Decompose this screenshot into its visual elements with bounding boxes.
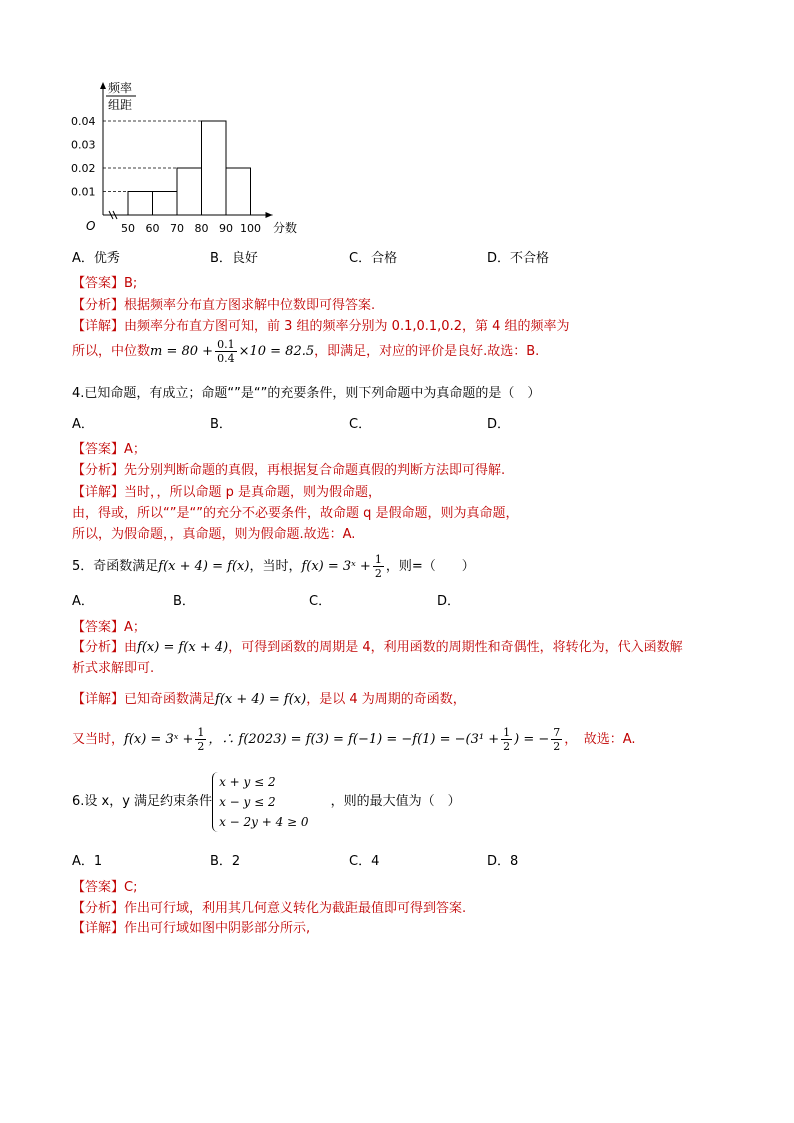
q4-option-c: C． xyxy=(349,417,372,432)
q5-detail-line-1: 【详解】已知奇函数满足f(x + 4) = f(x)，是以 4 为周期的奇函数， xyxy=(72,692,466,707)
y-tick-label: 0.01 xyxy=(71,185,96,199)
q4-detail-line-2: 由，得或，所以“”是“”的充分不必要条件，故命题 q 是假命题，则为真命题， xyxy=(72,506,519,521)
q3-detail-line-2: 所以，中位数m = 80 + $\frac{0.1}{0.4}$ ×10 = 82.5，即满足，对应的评价是良好.故选：B. xyxy=(72,338,540,365)
q6-option-b: B．2 xyxy=(210,854,241,869)
q4-option-d: D． xyxy=(487,417,511,432)
q6-stem: 6.设 x，y 满足约束条件 x + y ≤ 2 x − y ≤ 2 x − 2y + 4 ≥ 0 ，则的最大值为（ ） xyxy=(72,772,461,832)
q6-option-d: D．8 xyxy=(487,854,519,869)
q5-analysis-line-1: 【分析】由f(x) = f(x + 4)，可得到函数的周期是 4，利用函数的周期性和奇偶性，将转化为，代入函数解 xyxy=(72,640,683,655)
x-tick-label: 70 xyxy=(170,222,184,235)
y-unit-bottom: 组距 xyxy=(108,98,133,112)
q6-analysis: 【分析】作出可行域，利用其几何意义转化为截距最值即可得到答案. xyxy=(72,901,467,916)
q6-option-a: A．1 xyxy=(72,854,103,869)
frequency-histogram xyxy=(68,78,308,240)
y-tick-label: 0.04 xyxy=(71,115,96,128)
q4-stem: 4.已知命题，有成立；命题“”是“”的充要条件，则下列命题中为真命题的是（ ） xyxy=(72,386,541,401)
q5-option-b: B． xyxy=(173,594,195,609)
q3-option-d: D．不合格 xyxy=(487,251,550,266)
q3-detail-line-1: 【详解】由频率分布直方图可知，前 3 组的频率分别为 0.1,0.1,0.2，第 4 组的频率为 xyxy=(72,319,570,334)
q5-option-d: D． xyxy=(437,594,461,609)
histogram-bar xyxy=(128,192,153,216)
q4-option-b: B． xyxy=(210,417,232,432)
x-axis-arrow xyxy=(266,212,273,218)
q3-analysis: 【分析】根据频率分布直方图求解中位数即可得答案. xyxy=(72,298,376,313)
q6-detail: 【详解】作出可行域如图中阴影部分所示, xyxy=(72,921,311,936)
histogram-bar xyxy=(177,168,202,215)
histogram-bar xyxy=(226,168,251,215)
q6-constraint-system: x + y ≤ 2 x − y ≤ 2 x − 2y + 4 ≥ 0 xyxy=(212,772,309,832)
q3-option-b: B．良好 xyxy=(210,251,258,266)
x-tick-label: 90 xyxy=(219,222,233,235)
q3-answer: 【答案】B; xyxy=(72,276,138,291)
q3-option-c: C．合格 xyxy=(349,251,398,266)
q4-option-a: A． xyxy=(72,417,94,432)
y-unit-top: 频率 xyxy=(108,81,133,95)
q5-option-c: C． xyxy=(309,594,332,609)
y-tick-label: 0.03 xyxy=(71,138,96,152)
histogram-bar xyxy=(202,121,227,215)
q4-analysis: 【分析】先分别判断命题的真假，再根据复合命题真假的判断方法即可得解. xyxy=(72,463,506,478)
q5-stem: 5．奇函数满足f(x + 4) = f(x)，当时，f(x) = 3ˣ + $\frac{1}{2}$ ，则=（ ） xyxy=(72,553,475,580)
q4-detail-line-3: 所以，为假命题，，真命题，则为假命题.故选：A. xyxy=(72,527,356,542)
histogram-bar xyxy=(153,192,178,216)
y-tick-label: 0.02 xyxy=(71,162,96,175)
q4-detail-line-1: 【详解】当时，，所以命题 p 是真命题，则为假命题， xyxy=(72,485,382,500)
q5-detail-line-2: 又当时，f(x) = 3ˣ + $\frac{1}{2}$ ，∴ f(2023) = f(3) = f(−1) = −f(1) = −(3¹ + $\frac{1}{2}$ ) = − $\frac{7}{2}$ ， 故选：A. xyxy=(72,726,636,753)
x-tick-label: 100 xyxy=(240,222,261,235)
q4-answer: 【答案】A； xyxy=(72,442,146,457)
x-axis-label: 分数 xyxy=(273,221,298,235)
x-tick-label: 60 xyxy=(145,222,160,235)
q5-option-a: A． xyxy=(72,594,94,609)
y-axis-arrow xyxy=(100,82,106,89)
q6-option-c: C．4 xyxy=(349,854,380,869)
x-tick-label: 80 xyxy=(194,222,209,235)
q3-option-a: A．优秀 xyxy=(72,251,120,266)
q5-answer: 【答案】A； xyxy=(72,620,146,635)
origin-label: O xyxy=(86,219,96,233)
q5-analysis-line-2: 析式求解即可. xyxy=(72,661,155,676)
x-tick-label: 50 xyxy=(121,222,135,235)
q6-answer: 【答案】C; xyxy=(72,880,138,895)
